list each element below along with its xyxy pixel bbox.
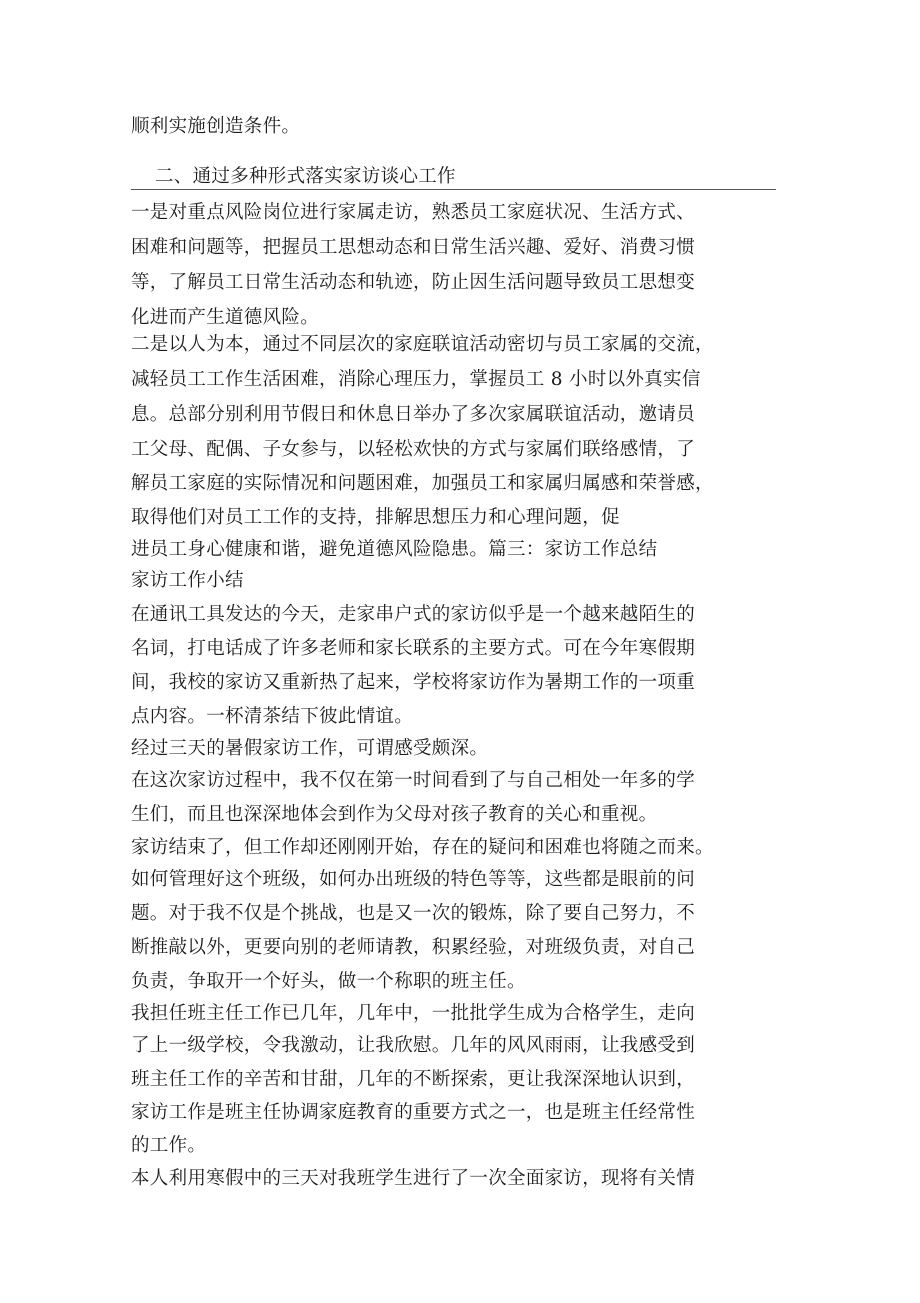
text-line-25: 负责，争取开一个好头，做一个称职的班主任。 (131, 971, 526, 992)
text-line-16: 间，我校的家访又重新热了起来，学校将家访作为暑期工作的一项重 (131, 672, 696, 693)
text-line-5: 化进而产生道德风险。 (131, 307, 320, 328)
text-line-27: 了上一级学校，令我激动，让我欣慰。几年的风风雨雨，让我感受到 (131, 1035, 696, 1056)
text-line-19: 在这次家访过程中，我不仅在第一时间看到了与自己相处一年多的学 (131, 770, 696, 791)
text-line-8: 息。总部分别利用节假日和休息日举办了多次家属联谊活动，邀请员 (131, 404, 696, 425)
text-line-24: 断推敲以外，更要向别的老师请教，积累经验，对班级负责，对自己 (131, 937, 696, 958)
text-line-11: 取得他们对员工工作的支持，排解思想压力和心理问题，促 (131, 507, 620, 528)
text-line-12: 进员工身心健康和谐，避免道德风险隐患。篇三：家访工作总结 (131, 539, 658, 560)
text-line-6: 二是以人为本，通过不同层次的家庭联谊活动密切与员工家属的交流， (131, 334, 714, 355)
text-line-21: 家访结束了，但工作却还刚刚开始，存在的疑问和困难也将随之而来。 (131, 837, 714, 858)
text-line-3: 困难和问题等，把握员工思想动态和日常生活兴趣、爱好、消费习惯 (131, 237, 696, 258)
heading-rule (131, 189, 776, 190)
text-line-18: 经过三天的暑假家访工作，可谓感受颇深。 (131, 738, 489, 759)
text-line-15: 名词，打电话成了许多老师和家长联系的主要方式。可在今年寒假期 (131, 638, 696, 659)
text-line-20: 生们，而且也深深地体会到作为父母对孩子教育的关心和重视。 (131, 804, 658, 825)
text-line-22: 如何管理好这个班级，如何办出班级的特色等等，这些都是眼前的问 (131, 869, 696, 890)
text-line-17: 点内容。一杯清茶结下彼此情谊。 (131, 706, 414, 727)
text-line-26: 我担任班主任工作已几年，几年中，一批批学生成为合格学生，走向 (131, 1003, 696, 1024)
text-line-31: 本人利用寒假中的三天对我班学生进行了一次全面家访，现将有关情 (131, 1168, 696, 1189)
text-line-23: 题。对于我不仅是个挑战，也是又一次的锻炼，除了要自己努力，不 (131, 903, 696, 924)
text-line-14: 在通讯工具发达的今天，走家串户式的家访似乎是一个越来越陌生的 (131, 604, 696, 625)
text-line-30: 的工作。 (131, 1135, 207, 1156)
text-line-2: 一是对重点风险岗位进行家属走访，熟悉员工家庭状况、生活方式、 (131, 202, 696, 223)
text-line-7: 减轻员工工作生活困难，消除心理压力，掌握员工 8 小时以外真实信 (131, 369, 701, 390)
text-line-28: 班主任工作的辛苦和甘甜，几年的不断探索，更让我深深地认识到， (131, 1069, 696, 1090)
text-line-10: 解员工家庭的实际情况和问题困难，加强员工和家属归属感和荣誉感， (131, 473, 714, 494)
text-line-29: 家访工作是班主任协调家庭教育的重要方式之一，也是班主任经常性 (131, 1102, 696, 1123)
text-line-4: 等，了解员工日常生活动态和轨迹，防止因生活问题导致员工思想变 (131, 272, 696, 293)
section-heading: 二、通过多种形式落实家访谈心工作 (155, 166, 456, 187)
text-line-9: 工父母、配偶、子女参与，以轻松欢快的方式与家属们联络感情，了 (131, 439, 696, 460)
text-line-13: 家访工作小结 (131, 570, 244, 591)
text-line-1: 顺利实施创造条件。 (131, 116, 301, 137)
